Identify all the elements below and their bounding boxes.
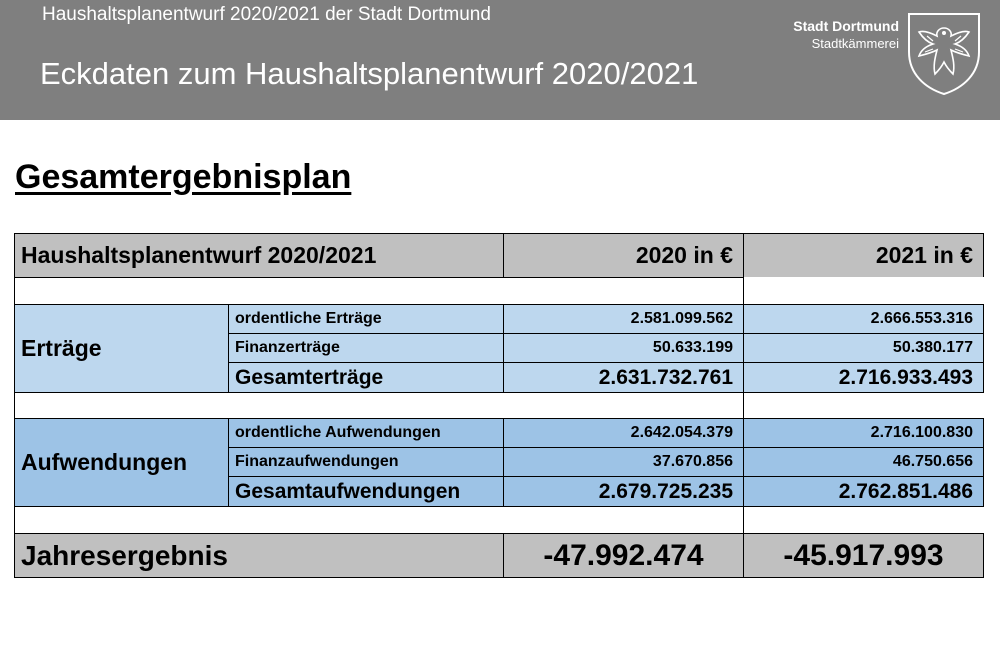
header-title: Eckdaten zum Haushaltsplanentwurf 2020/2021 [40,56,699,91]
table-header-2021: 2021 in € [743,233,984,278]
group-label-ertraege: Erträge [14,304,229,393]
spacer-row [14,277,744,305]
row-label-ordentliche-ertraege: ordentliche Erträge [228,304,504,334]
table-header-2020: 2020 in € [503,233,744,278]
value-2021-gesamtaufwendungen: 2.762.851.486 [743,476,984,507]
eagle-crest-icon [903,8,985,96]
header-subtitle: Haushaltsplanentwurf 2020/2021 der Stadt Dortmund [42,4,491,25]
section-title: Gesamtergebnisplan [15,158,352,196]
value-2020-ordentliche-aufwendungen: 2.642.054.379 [503,418,744,448]
row-label-ordentliche-aufwendungen: ordentliche Aufwendungen [228,418,504,448]
value-2020-finanzertraege: 50.633.199 [503,333,744,363]
value-2021-ordentliche-aufwendungen: 2.716.100.830 [743,418,984,448]
row-label-gesamtertraege: Gesamterträge [228,362,504,393]
group-label-aufwendungen: Aufwendungen [14,418,229,507]
value-2020-gesamtaufwendungen: 2.679.725.235 [503,476,744,507]
result-label: Jahresergebnis [14,533,504,578]
spacer-row [14,506,744,534]
row-label-finanzaufwendungen: Finanzaufwendungen [228,447,504,477]
row-label-gesamtaufwendungen: Gesamtaufwendungen [228,476,504,507]
slide-header [0,0,1000,120]
result-value-2020: -47.992.474 [503,533,744,578]
spacer-row [14,392,744,419]
value-2021-gesamtertraege: 2.716.933.493 [743,362,984,393]
value-2021-finanzertraege: 50.380.177 [743,333,984,363]
value-2020-finanzaufwendungen: 37.670.856 [503,447,744,477]
city-logo-text [772,18,899,52]
result-value-2021: -45.917.993 [743,533,984,578]
logo-line-city: Stadt Dortmund [793,18,899,34]
logo-line-department: Stadtkämmerei [811,36,899,51]
value-2021-ordentliche-ertraege: 2.666.553.316 [743,304,984,334]
row-label-finanzertraege: Finanzerträge [228,333,504,363]
spacer-row [743,277,984,305]
value-2021-finanzaufwendungen: 46.750.656 [743,447,984,477]
value-2020-gesamtertraege: 2.631.732.761 [503,362,744,393]
budget-table [14,233,984,578]
table-header-label: Haushaltsplanentwurf 2020/2021 [14,233,504,278]
value-2020-ordentliche-ertraege: 2.581.099.562 [503,304,744,334]
